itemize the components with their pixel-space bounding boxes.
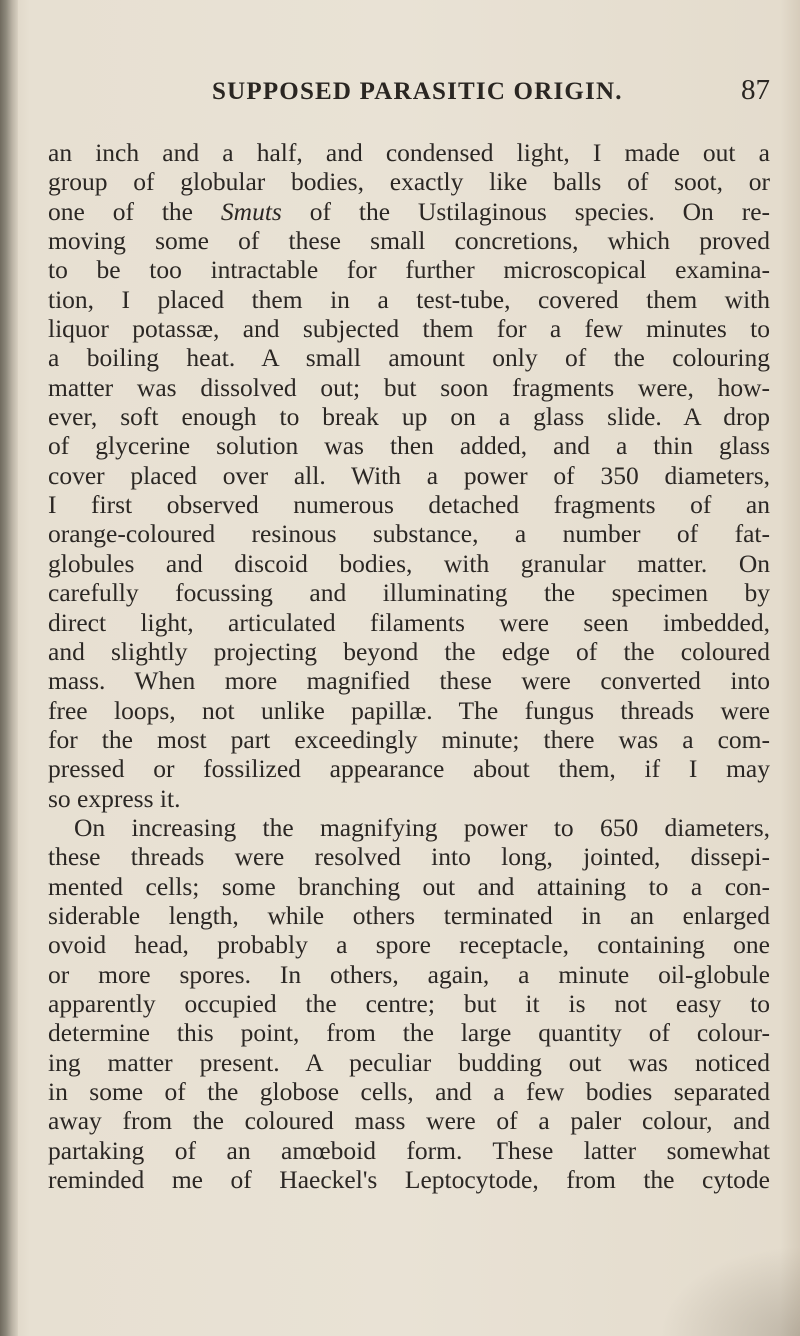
paragraph-start-line: On increasing the magnifying power to 650 diameters, [74,812,770,842]
paragraph-end-line: so express it. [48,783,181,813]
text-line: and slightly projecting beyond the edge of the coloured [48,636,770,666]
page-header [0,72,800,112]
text-line: for the most part exceedingly minute; there was a com- [48,724,770,754]
text-line: determine this point, from the large quantity of colour- [48,1018,770,1048]
text-line: direct light, articulated filaments were seen imbedded, [48,607,770,637]
running-head: SUPPOSED PARASITIC ORIGIN. [212,78,623,105]
page-number: 87 [741,74,770,106]
text-line: siderable length, while others terminated in an enlarged [48,900,770,930]
text-line: globules and discoid bodies, with granular matter. On [48,548,770,578]
text-line: ever, soft enough to break up on a glass slide. A drop [48,402,770,432]
text-line: or more spores. In others, again, a minute oil-globule [48,959,770,989]
text-line: ing matter present. A peculiar budding out was noticed [48,1047,770,1077]
text-line: I first observed numerous detached fragments of an [48,490,770,520]
text-line: reminded me of Haeckel's Leptocytode, from the cytode [48,1165,770,1195]
text-line: away from the coloured mass were of a paler colour, and [48,1106,770,1136]
text-line: tion, I placed them in a test-tube, covered them with [48,284,770,314]
text-line: moving some of these small concretions, which proved [48,226,770,256]
text-line: group of globular bodies, exactly like balls of soot, or [48,167,770,197]
page-corner-shadow [660,1246,800,1336]
text-line: free loops, not unlike papillæ. The fungus threads were [48,695,770,725]
text-line: cover placed over all. With a power of 350 diameters, [48,460,770,490]
text-line: these threads were resolved into long, jointed, dissepi- [48,842,770,872]
text-line: matter was dissolved out; but soon fragments were, how- [48,372,770,402]
italic-term: Smuts [220,196,282,226]
text-line: one of the Smuts of the Ustilaginous species. On re- [48,196,771,226]
text-line: an inch and a half, and condensed light, I made out a [48,138,770,167]
text-line: carefully focussing and illuminating the specimen by [48,578,770,608]
text-line: to be too intractable for further microscopical examina- [48,255,770,285]
body-text [48,138,770,1194]
text-line: a boiling heat. A small amount only of the colouring [48,343,770,373]
text-line: liquor potassæ, and subjected them for a few minutes to [48,314,770,344]
text-line: partaking of an amœboid form. These latter somewhat [48,1135,770,1165]
text-line: mass. When more magnified these were converted into [48,666,770,696]
text-line: of glycerine solution was then added, and a thin glass [48,431,770,461]
text-line: apparently occupied the centre; but it is not easy to [48,988,770,1018]
text-line: mented cells; some branching out and attaining to a con- [48,871,770,901]
text-line: orange-coloured resinous substance, a number of fat- [48,519,770,549]
page-gutter-shadow [0,0,18,1336]
text-line: ovoid head, probably a spore receptacle, containing one [48,930,770,960]
text-line: pressed or fossilized appearance about them, if I may [48,754,770,784]
text-line: in some of the globose cells, and a few bodies separated [48,1077,770,1106]
